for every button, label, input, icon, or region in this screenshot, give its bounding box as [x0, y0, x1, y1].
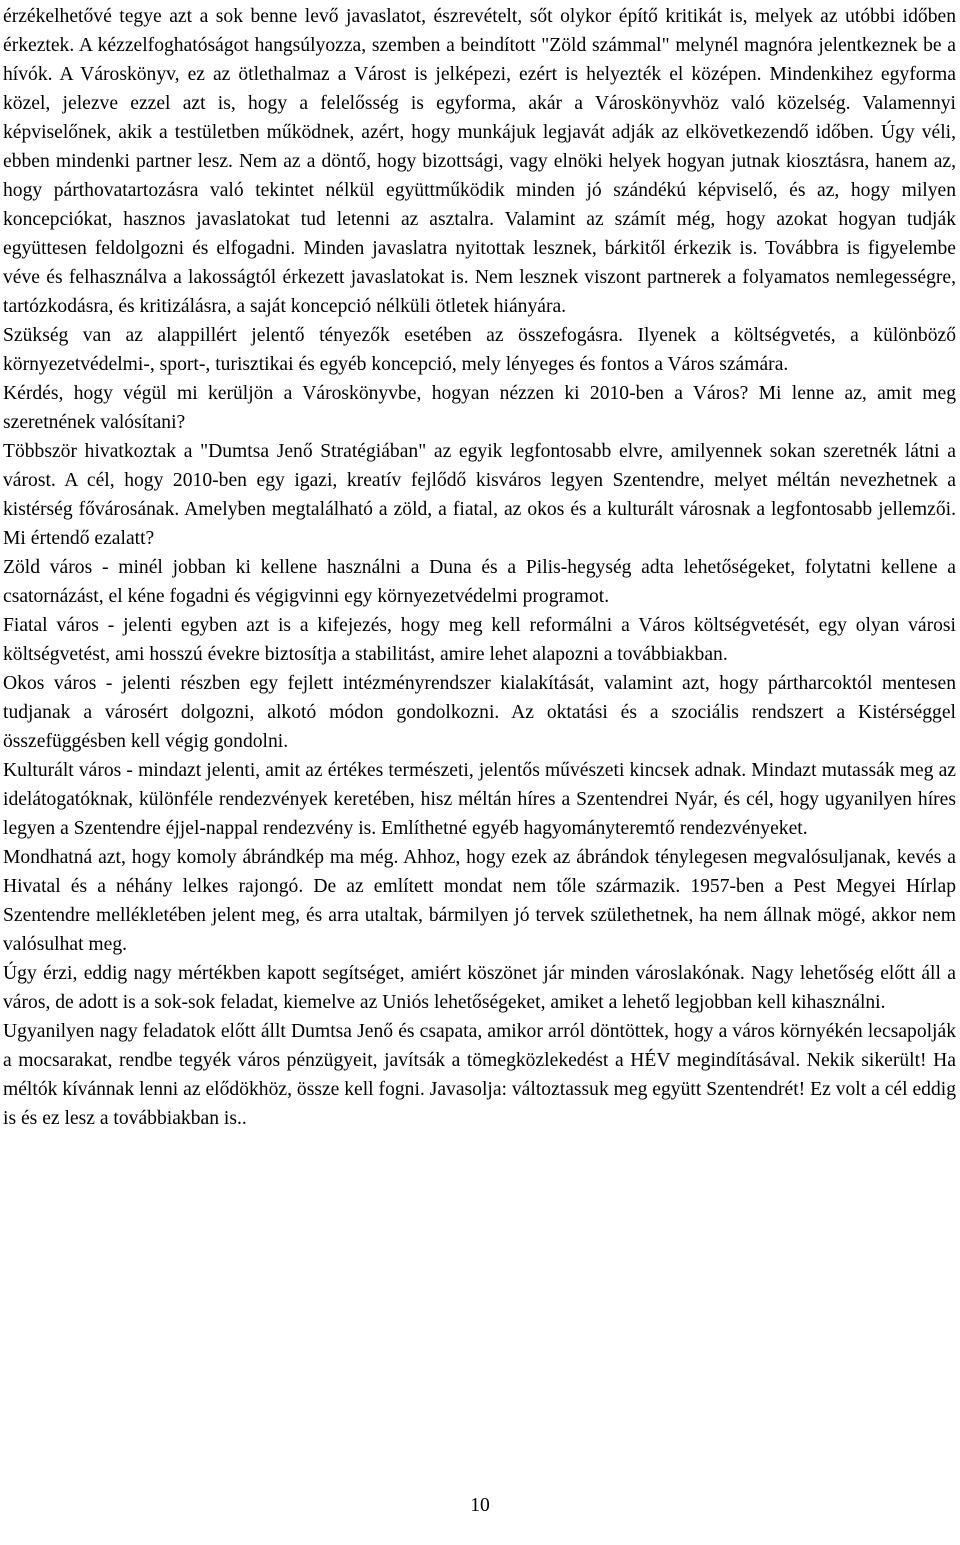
paragraph: Többször hivatkoztak a "Dumtsa Jenő Stratégiában" az egyik legfontosabb elvre, amilyennek sokan szeretnék látni a várost. A cél, hogy 2010-ben egy igazi, kreatív fejlődő kisváros legyen Szentendre, melyet méltán nevezhetnek a kistérség fővárosának. Amelyben megtalálható a zöld, a fiatal, az okos és a kulturált városnak a legfontosabb jellemzői. Mi értendő ezalatt?: [3, 441, 956, 549]
paragraph: Okos város - jelenti részben egy fejlett intézményrendszer kialakítását, valamint azt, hogy pártharcoktól mentesen tudjanak a városért dolgozni, alkotó módon gondolkozni. Az oktatási és a szociális rendszert a Kistérséggel összefüggésben kell végig gondolni.: [3, 673, 956, 752]
paragraph: Úgy érzi, eddig nagy mértékben kapott segítséget, amiért köszönet jár minden városlakónak. Nagy lehetőség előtt áll a város, de adott is a sok-sok feladat, kiemelve az Uniós lehetőségeket, amiket a lehető legjobban kell kihasználni.: [3, 963, 956, 1013]
paragraph: Kérdés, hogy végül mi kerüljön a Városkönyvbe, hogyan nézzen ki 2010-ben a Város? Mi lenne az, amit meg szeretnének valósítani?: [3, 383, 956, 433]
paragraph: érzékelhetővé tegye azt a sok benne levő javaslatot, észrevételt, sőt olykor építő kritikát is, melyek az utóbbi időben érkeztek. A kézzelfoghatóságot hangsúlyozza, szemben a beindított "Zöld számmal" melynél magnóra jelentkeznek be a hívók. A Városkönyv, ez az ötlethalmaz a Várost is jelképezi, ezért is helyezték el középen. Mindenkihez egyforma közel, jelezve ezzel azt is, hogy a felelősség is egyforma, akár a Városkönyvhöz való közelség. Valamennyi képviselőnek, akik a testületben működnek, azért, hogy munkájuk legjavát adják az elkövetkezendő időben. Úgy véli, ebben mindenki partner lesz. Nem az a döntő, hogy bizottsági, vagy elnöki helyek hogyan jutnak kiosztásra, hanem az, hogy párthovatartozásra való tekintet nélkül együttműködik minden jó szándékú képviselő, és az, hogy milyen koncepciókat, hasznos javaslatokat tud letenni az asztalra. Valamint az számít még, hogy azokat hogyan tudják együttesen feldolgozni és elfogadni. Minden javaslatra nyitottak lesznek, bárkitől érkezik is. Továbbra is figyelembe véve és felhasználva a lakosságtól érkezett javaslatokat is. Nem lesznek viszont partnerek a folyamatos nemlegességre, tartózkodásra, és kritizálásra, a saját koncepció nélküli ötletek hiányára.: [3, 6, 956, 317]
paragraph: Szükség van az alappillért jelentő tényezők esetében az összefogásra. Ilyenek a költségvetés, a különböző környezetvédelmi-, sport-, turisztikai és egyéb koncepció, mely lényeges és fontos a Város számára.: [3, 325, 956, 375]
paragraph: Fiatal város - jelenti egyben azt is a kifejezés, hogy meg kell reformálni a Város költségvetését, egy olyan városi költségvetést, ami hosszú évekre biztosítja a stabilitást, amire lehet alapozni a továbbiakban.: [3, 615, 956, 665]
page-number: 10: [470, 1495, 490, 1516]
body-text: [3, 2, 956, 1133]
paragraph: Ugyanilyen nagy feladatok előtt állt Dumtsa Jenő és csapata, amikor arról döntöttek, hogy a város környékén lecsapolják a mocsarakat, rendbe tegyék város pénzügyeit, javítsák a tömegközlekedést a HÉV megindításával. Nekik sikerült! Ha méltók kívánnak lenni az elődökhöz, össze kell fogni. Javasolja: változtassuk meg együtt Szentendrét! Ez volt a cél eddig is és ez lesz a továbbiakban is..: [3, 1021, 956, 1129]
paragraph: Zöld város - minél jobban ki kellene használni a Duna és a Pilis-hegység adta lehetőségeket, folytatni kellene a csatornázást, el kéne fogadni és végigvinni egy környezetvédelmi programot.: [3, 557, 956, 607]
paragraph: Kulturált város - mindazt jelenti, amit az értékes természeti, jelentős művészeti kincsek adnak. Mindazt mutassák meg az idelátogatóknak, különféle rendezvények keretében, hisz méltán híres a Szentendrei Nyár, és cél, hogy ugyanilyen híres legyen a Szentendre éjjel-nappal rendezvény is. Említhetné egyéb hagyományteremtő rendezvényeket.: [3, 760, 956, 839]
paragraph: Mondhatná azt, hogy komoly ábrándkép ma még. Ahhoz, hogy ezek az ábrándok ténylegesen megvalósuljanak, kevés a Hivatal és a néhány lelkes rajongó. De az említett mondat nem tőle származik. 1957-ben a Pest Megyei Hírlap Szentendre mellékletében jelent meg, és arra utaltak, bármilyen jó tervek születhetnek, ha nem állnak mögé, akkor nem valósulhat meg.: [3, 847, 956, 955]
